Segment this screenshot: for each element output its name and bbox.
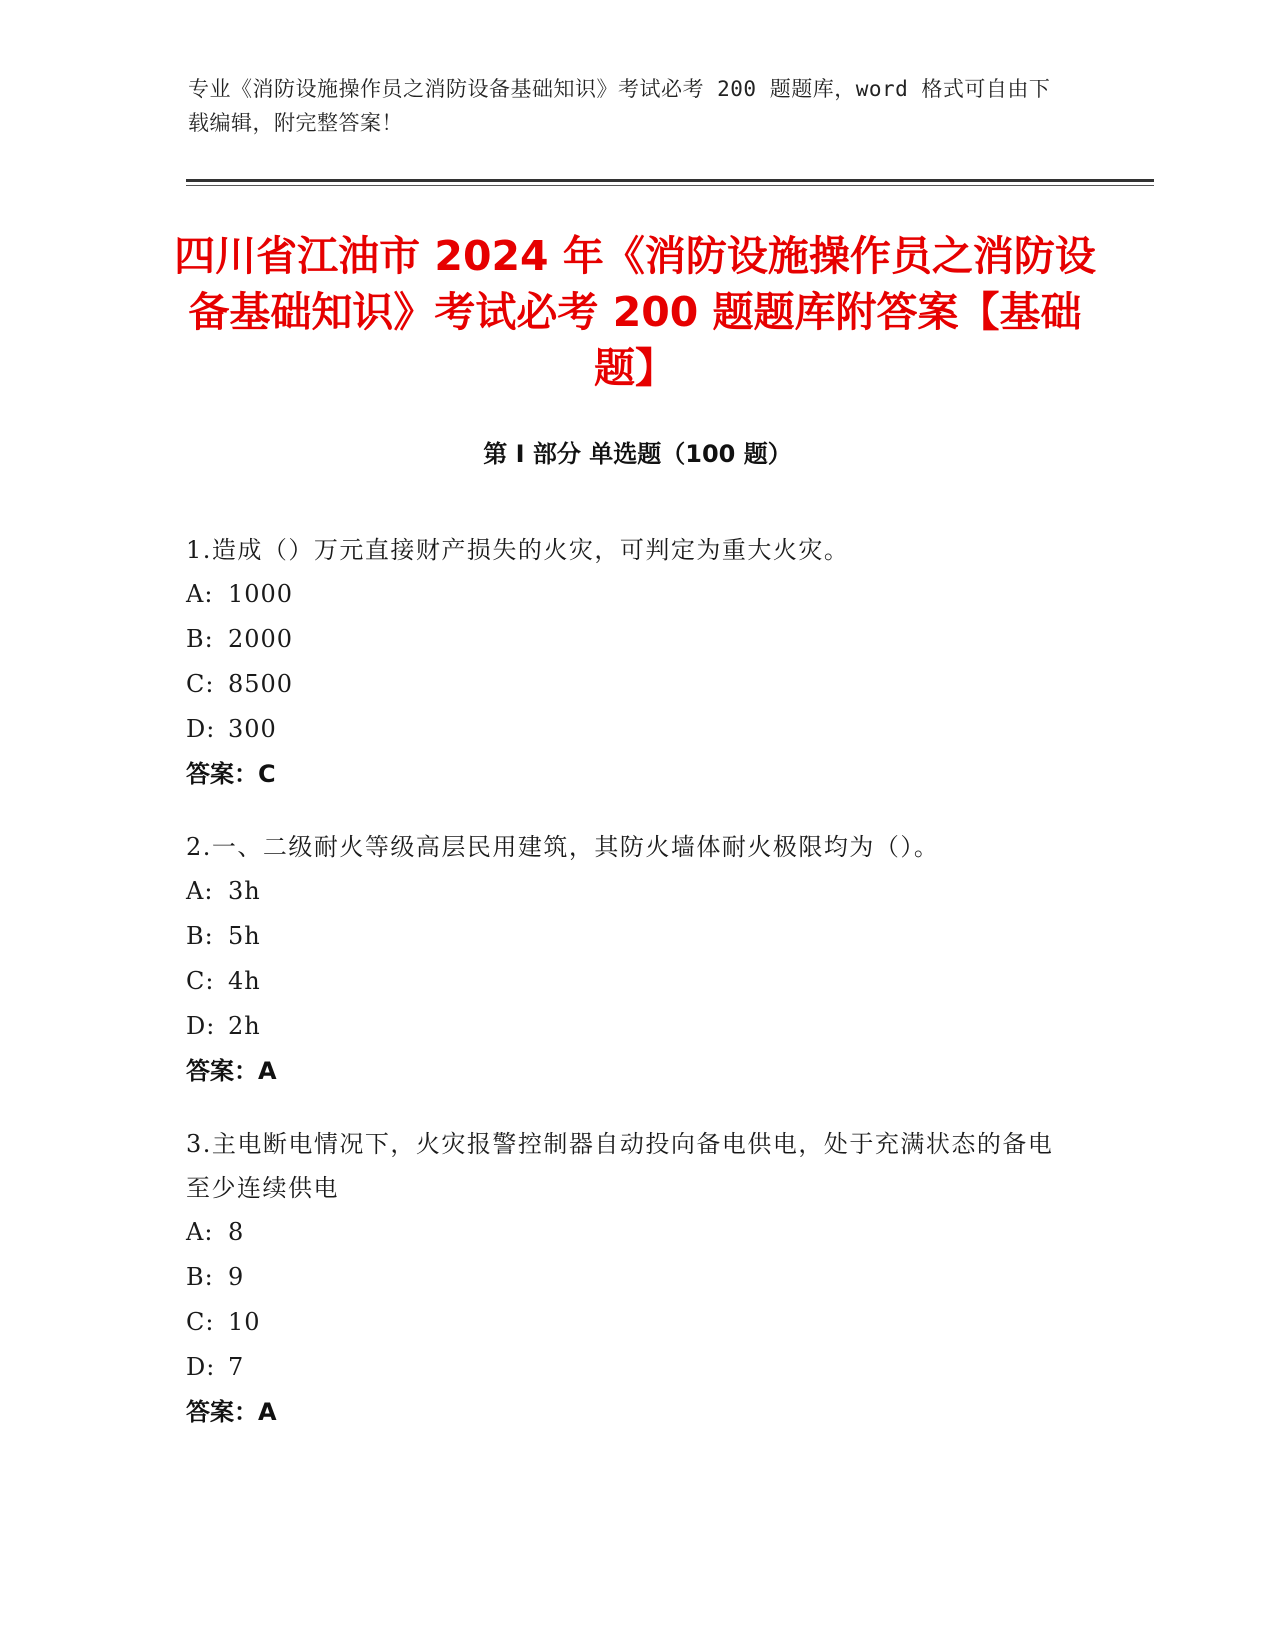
header-divider-thin <box>186 185 1154 186</box>
question-2 <box>186 825 1066 1094</box>
question-stem: 1.造成（）万元直接财产损失的火灾，可判定为重大火灾。 <box>186 536 850 564</box>
option-text: 300 <box>228 715 277 743</box>
option-text: 10 <box>228 1308 261 1336</box>
question-3 <box>186 1122 1066 1435</box>
option-text: 2000 <box>228 625 294 653</box>
option-text: 8 <box>228 1218 245 1246</box>
option-letter: D: <box>186 1012 216 1040</box>
header-note: 专业《消防设施操作员之消防设备基础知识》考试必考 200 题题库，word 格式可自由下载编辑，附完整答案！ <box>188 77 1051 135</box>
question-stem: 3.主电断电情况下，火灾报警控制器自动投向备电供电，处于充满状态的备电至少连续供电 <box>186 1130 1054 1202</box>
option-letter: C: <box>186 670 215 698</box>
option-letter: A: <box>186 1218 214 1246</box>
option-letter: B: <box>186 625 214 653</box>
option-d <box>186 707 1066 752</box>
question-answer: 答案：A <box>186 1057 277 1085</box>
option-c <box>186 959 1066 1004</box>
section-title: 第 I 部分 单选题（100 题） <box>483 440 792 468</box>
option-letter: B: <box>186 922 214 950</box>
option-text: 3h <box>228 877 261 905</box>
option-letter: C: <box>186 967 215 995</box>
option-d <box>186 1345 1066 1390</box>
option-letter: A: <box>186 877 214 905</box>
option-text: 1000 <box>228 580 294 608</box>
option-b <box>186 617 1066 662</box>
option-b <box>186 1255 1066 1300</box>
option-text: 8500 <box>228 670 294 698</box>
question-stem: 2.一、二级耐火等级高层民用建筑，其防火墙体耐火极限均为（）。 <box>186 833 940 861</box>
option-letter: D: <box>186 1353 216 1381</box>
option-b <box>186 914 1066 959</box>
option-letter: D: <box>186 715 216 743</box>
question-1 <box>186 528 1066 797</box>
option-a <box>186 1210 1066 1255</box>
option-a <box>186 869 1066 914</box>
option-c <box>186 1300 1066 1345</box>
document-title: 四川省江油市 2024 年《消防设施操作员之消防设备基础知识》考试必考 200 题题库附答案【基础题】 <box>174 232 1096 392</box>
question-list <box>186 528 1066 1463</box>
option-d <box>186 1004 1066 1049</box>
option-a <box>186 572 1066 617</box>
question-answer: 答案：C <box>186 760 276 788</box>
header-divider-thick <box>186 179 1154 182</box>
option-letter: B: <box>186 1263 214 1291</box>
option-text: 4h <box>228 967 261 995</box>
option-text: 2h <box>228 1012 261 1040</box>
option-letter: A: <box>186 580 214 608</box>
option-text: 5h <box>228 922 261 950</box>
question-answer: 答案：A <box>186 1398 277 1426</box>
option-c <box>186 662 1066 707</box>
option-letter: C: <box>186 1308 215 1336</box>
option-text: 9 <box>228 1263 245 1291</box>
option-text: 7 <box>228 1353 245 1381</box>
